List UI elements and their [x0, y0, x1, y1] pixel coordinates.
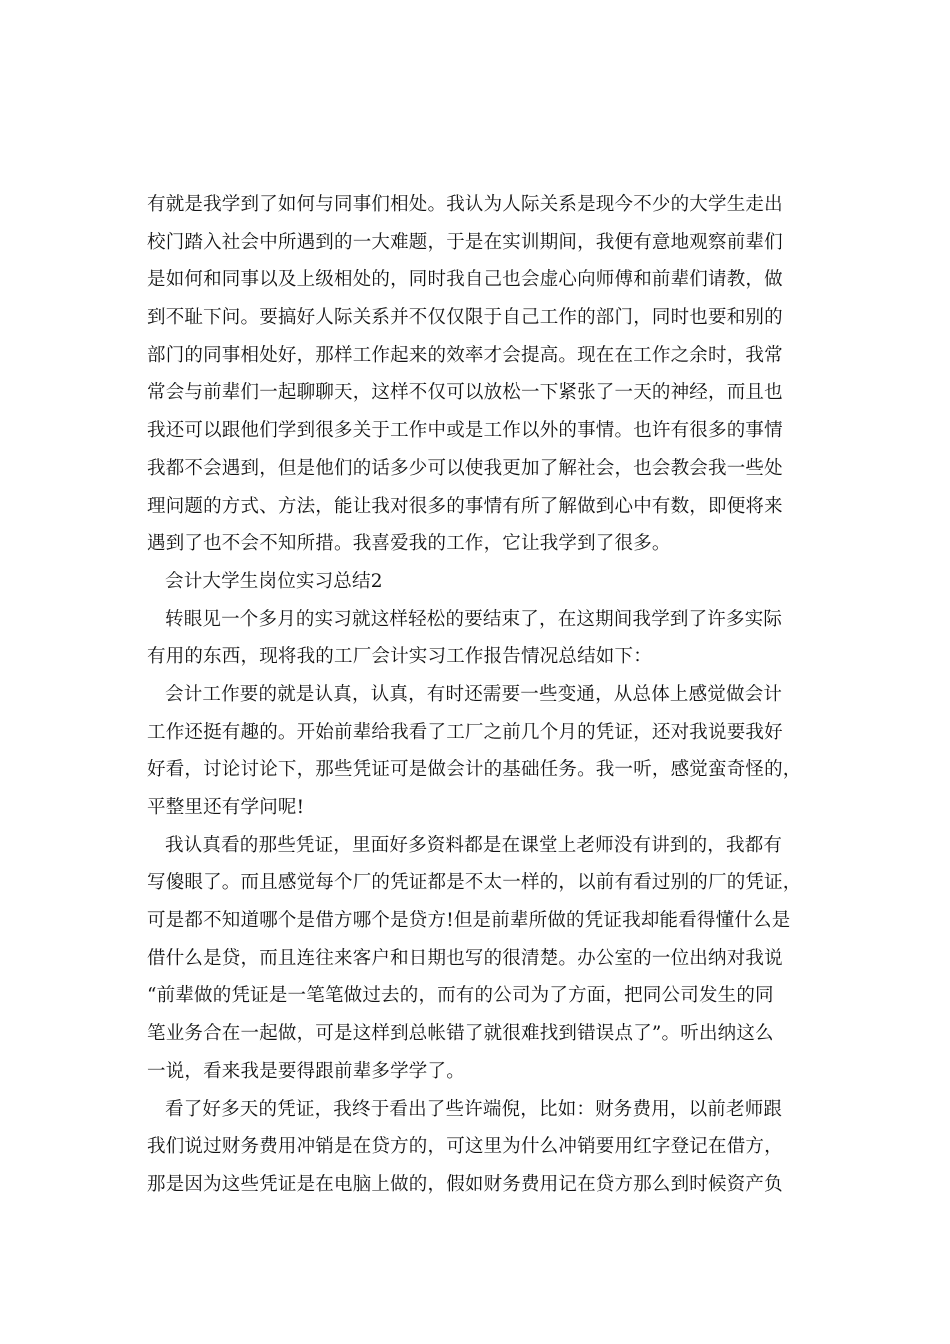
text-line: 会计工作要的就是认真，认真，有时还需要一些变通，从总体上感觉做会计 — [165, 683, 783, 705]
text-line: 常会与前辈们一起聊聊天，这样不仅可以放松一下紧张了一天的神经，而且也 — [147, 382, 783, 404]
document-body — [147, 186, 807, 1204]
text-line: 转眼见一个多月的实习就这样轻松的要结束了，在这期间我学到了许多实际 — [165, 608, 783, 630]
text-line: 平整里还有学问呢! — [147, 797, 305, 818]
text-line: 是如何和同事以及上级相处的，同时我自己也会虚心向师傅和前辈们请教，做 — [147, 269, 783, 291]
text-line: 我都不会遇到，但是他们的话多少可以使我更加了解社会，也会教会我一些处 — [147, 457, 783, 479]
text-line: 我们说过财务费用冲销是在贷方的，可这里为什么冲销要用红字登记在借方， — [147, 1136, 783, 1158]
text-line: 有就是我学到了如何与同事们相处。我认为人际关系是现今不少的大学生走出 — [147, 194, 783, 215]
section-heading: 会计大学生岗位实习总结2 — [165, 570, 383, 592]
text-line: 理问题的方式、方法，能让我对很多的事情有所了解做到心中有数，即便将来 — [147, 495, 783, 517]
text-line: 可是都不知道哪个是借方哪个是贷方!但是前辈所做的凭证我却能看得懂什么是 — [147, 910, 791, 932]
text-line: 校门踏入社会中所遇到的一大难题，于是在实训期间，我便有意地观察前辈们 — [147, 231, 783, 253]
text-line: 笔业务合在一起做，可是这样到总帐错了就很难找到错误点了”。听出纳这么 — [147, 1023, 774, 1045]
text-line: 遇到了也不会不知所措。我喜爱我的工作，它让我学到了很多。 — [147, 533, 671, 555]
text-line: 我认真看的那些凭证，里面好多资料都是在课堂上老师没有讲到的，我都有 — [165, 834, 783, 856]
text-line: 写傻眼了。而且感觉每个厂的凭证都是不太一样的，以前有看过别的厂的凭证， — [147, 872, 802, 894]
text-line: 一说，看来我是要得跟前辈多学学了。 — [147, 1060, 465, 1082]
text-line: 好看，讨论讨论下，那些凭证可是做会计的基础任务。我一听，感觉蛮奇怪的， — [147, 759, 802, 781]
text-line: 有用的东西，现将我的工厂会计实习工作报告情况总结如下： — [147, 646, 652, 668]
text-line: 我还可以跟他们学到很多关于工作中或是工作以外的事情。也许有很多的事情 — [147, 420, 783, 442]
text-line: 工作还挺有趣的。开始前辈给我看了工厂之前几个月的凭证，还对我说要我好 — [147, 721, 783, 743]
text-line: 到不耻下问。要搞好人际关系并不仅仅限于自己工作的部门，同时也要和别的 — [147, 307, 783, 329]
text-line: 部门的同事相处好，那样工作起来的效率才会提高。现在在工作之余时，我常 — [147, 344, 783, 366]
text-line: “前辈做的凭证是一笔笔做过去的，而有的公司为了方面，把同公司发生的同 — [147, 985, 774, 1007]
text-line: 那是因为这些凭证是在电脑上做的，假如财务费用记在贷方那么到时候资产负 — [147, 1173, 783, 1195]
text-line: 借什么是贷，而且连往来客户和日期也写的很清楚。办公室的一位出纳对我说 — [147, 947, 783, 969]
text-line: 看了好多天的凭证，我终于看出了些许端倪，比如：财务费用，以前老师跟 — [165, 1098, 783, 1120]
